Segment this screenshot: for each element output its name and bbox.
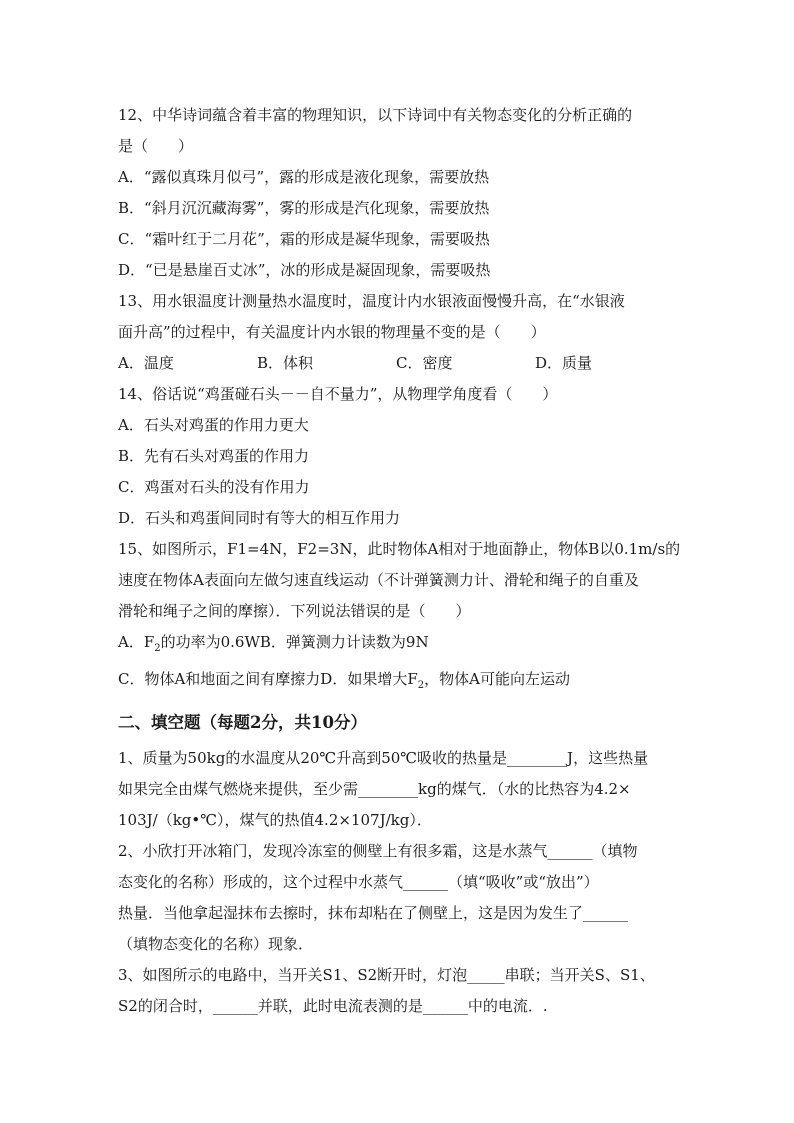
fill-question-3-line-1: 3、如图所示的电路中，当开关S1、S2断开时，灯泡_____串联；当开关S、S1、 <box>118 966 655 984</box>
question-12-option-c: C．“霜叶红于二月花”，霜的形成是凝华现象，需要吸热 <box>118 230 490 248</box>
question-13-stem-line-1: 13、用水银温度计测量热水温度时，温度计内水银液面慢慢升高，在“水银液 <box>118 292 625 310</box>
question-13-option-a: A．温度 <box>118 354 174 372</box>
fill-question-1-line-2: 如果完全由煤气燃烧来提供，至少需________kg的煤气．（水的比热容为4.2× <box>118 780 631 798</box>
fill-question-1 <box>118 743 698 836</box>
question-15 <box>118 534 698 701</box>
question-12 <box>118 100 698 286</box>
fill-question-2 <box>118 836 698 960</box>
question-15-option-a-subscript: 2 <box>154 643 161 654</box>
question-12-option-d: D．“已是悬崖百丈冰”，冰的形成是凝固现象，需要吸热 <box>118 261 491 279</box>
fill-question-1-line-3: 103J/（kg•℃），煤气的热值4.2×107J/kg）． <box>118 811 432 829</box>
question-15-option-d-subscript: 2 <box>417 680 425 691</box>
fill-question-1-line-1: 1、质量为50kg的水温度从20℃升高到50℃吸收的热量是________J，这些热量 <box>118 749 649 767</box>
question-13-options <box>118 348 698 379</box>
question-15-stem-line-2: 速度在物体A表面向左做匀速直线运动（不计弹簧测力计、滑轮和绳子的自重及 <box>118 571 639 589</box>
fill-question-2-line-1: 2、小欣打开冰箱门，发现冷冻室的侧壁上有很多霜，这是水蒸气______（填物 <box>118 842 638 860</box>
question-14-stem-line-1: 14、俗话说“鸡蛋碰石头－－自不量力”，从物理学角度看（ ） <box>118 385 558 403</box>
document-page <box>118 100 698 1022</box>
question-12-stem-line-2: 是（ ） <box>118 137 194 155</box>
question-14-option-b: B．先有石头对鸡蛋的作用力 <box>118 447 310 465</box>
question-15-stem-line-1: 15、如图所示，F1=4N，F2=3N，此时物体A相对于地面静止，物体B以0.1m/s的 <box>118 540 681 558</box>
question-15-stem-line-3: 滑轮和绳子之间的摩擦）．下列说法错误的是（ ） <box>118 602 471 620</box>
fill-question-2-line-2: 态变化的名称）形成的，这个过程中水蒸气______（填“吸收”或“放出”） <box>118 873 599 891</box>
question-13-stem-line-2: 面升高”的过程中，有关温度计内水银的物理量不变的是（ ） <box>118 323 546 341</box>
fill-question-2-line-4: （填物态变化的名称）现象． <box>118 935 314 953</box>
question-14-option-d: D．石头和鸡蛋间同时有等大的相互作用力 <box>118 509 401 527</box>
question-15-options-ab <box>118 627 698 664</box>
fill-question-3 <box>118 960 698 1022</box>
question-13-option-b: B．体积 <box>257 354 314 372</box>
section-heading-fill-blank: 二、填空题（每题2分，共10分） <box>118 713 367 732</box>
fill-question-3-line-2: S2的闭合时，______并联，此时电流表测的是______中的电流．. <box>118 997 548 1015</box>
question-13 <box>118 286 698 379</box>
question-12-option-b: B．“斜月沉沉藏海雾”，雾的形成是汽化现象，需要放热 <box>118 199 490 217</box>
question-15-options-cd <box>118 664 698 701</box>
question-12-option-a: A．“露似真珠月似弓”，露的形成是液化现象，需要放热 <box>118 168 490 186</box>
question-14-option-a: A．石头对鸡蛋的作用力更大 <box>118 416 309 434</box>
question-12-stem-line-1: 12、中华诗词蕴含着丰富的物理知识，以下诗词中有关物态变化的分析正确的 <box>118 106 633 124</box>
question-14-option-c: C．鸡蛋对石头的没有作用力 <box>118 478 310 496</box>
question-13-option-c: C．密度 <box>396 354 453 372</box>
fill-question-2-line-3: 热量．当他拿起湿抹布去擦时，抹布却粘在了侧壁上，这是因为发生了______ <box>118 904 629 922</box>
question-14 <box>118 379 698 534</box>
question-15-options-cd-rest: ，物体A可能向左运动 <box>424 670 570 688</box>
question-13-option-d: D．质量 <box>535 354 593 372</box>
question-15-option-a-prefix: A．F <box>118 633 155 651</box>
question-15-option-cd-prefix: C．物体A和地面之间有摩擦力D．如果增大F <box>118 670 418 688</box>
question-15-options-ab-rest: 的功率为0.6WB．弹簧测力计读数为9N <box>160 633 429 651</box>
